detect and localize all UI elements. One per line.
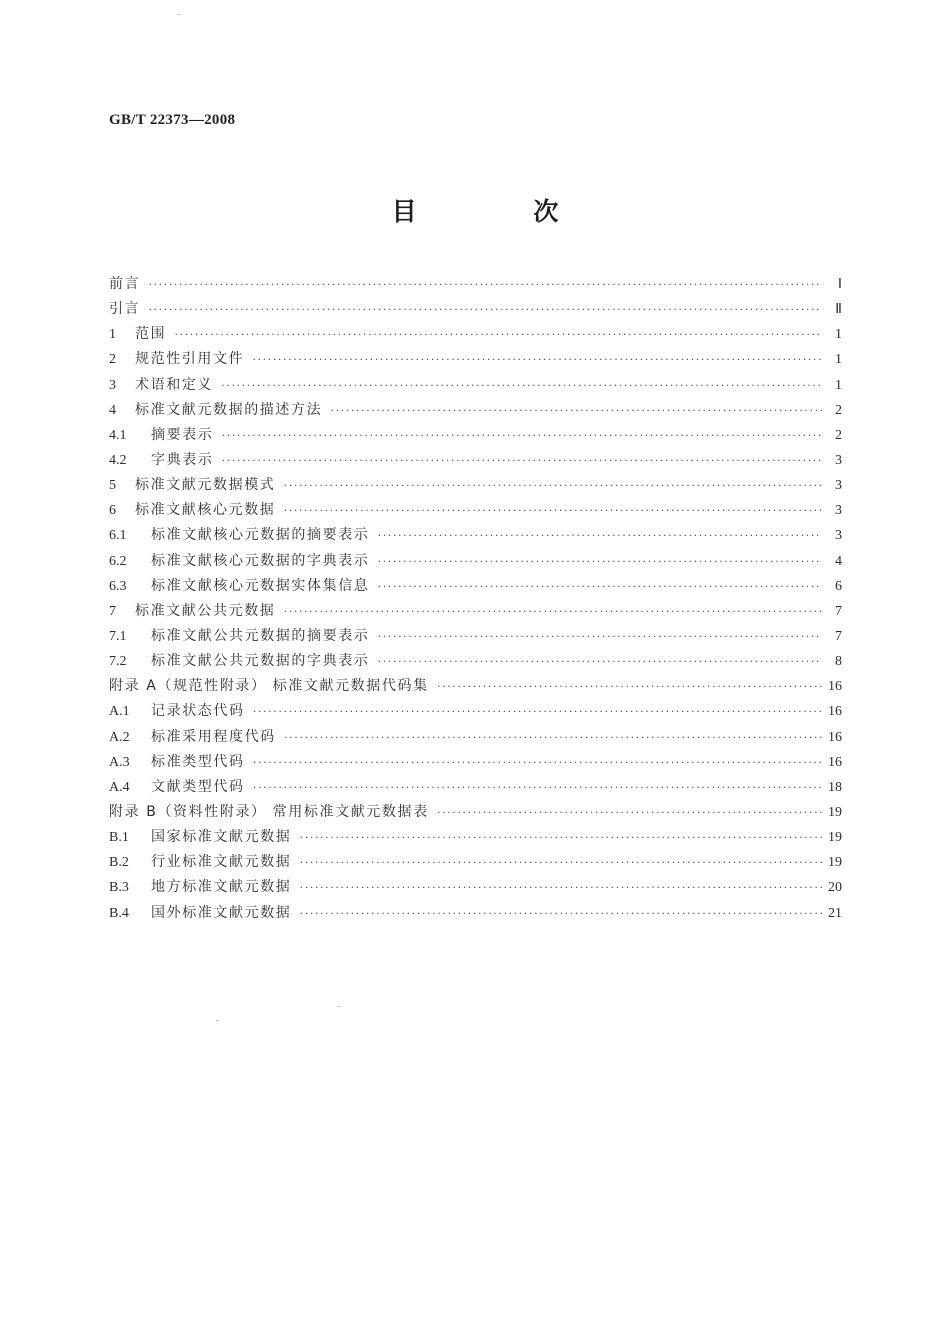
dot-leader: [377, 523, 822, 548]
toc-entry[interactable]: [109, 901, 842, 926]
toc-entry-page: Ⅰ: [837, 277, 842, 292]
toc-entry[interactable]: [109, 423, 842, 448]
dot-leader: [283, 498, 822, 523]
toc-entry-label: 标准采用程度代码: [151, 728, 276, 745]
toc-entry-page: Ⅱ: [835, 302, 842, 318]
dot-leader: [148, 297, 822, 322]
toc-entry-label: 标准文献公共元数据的摘要表示: [151, 627, 370, 644]
toc-entry[interactable]: [109, 725, 842, 750]
toc-entry-number: A.1: [109, 704, 130, 720]
toc-entry[interactable]: [109, 523, 842, 548]
scan-speck: [216, 1020, 218, 1021]
toc-entry[interactable]: [109, 800, 842, 825]
toc-entry-number: 6.3: [109, 578, 127, 594]
toc-entry-number: A.4: [109, 779, 130, 795]
toc-entry[interactable]: [109, 398, 842, 423]
toc-entry-number: 6.1: [109, 528, 127, 544]
toc-entry-number: 7.2: [109, 654, 127, 670]
toc-entry-label: 摘要表示: [151, 426, 214, 443]
toc-entry[interactable]: [109, 850, 842, 875]
toc-entry-number: B.3: [109, 880, 129, 896]
toc-entry-page: 1: [835, 377, 842, 393]
dot-leader: [253, 775, 822, 800]
toc-entry-number: 2: [109, 352, 116, 368]
dot-leader: [299, 875, 822, 900]
toc-entry-page: 2: [835, 402, 842, 418]
dot-leader: [221, 373, 822, 398]
dot-leader: [437, 800, 822, 825]
dot-leader: [299, 850, 822, 875]
dot-leader: [252, 347, 822, 372]
toc-entry-page: 16: [828, 729, 842, 745]
toc-entry-page: 19: [828, 855, 842, 871]
toc-entry-label: 国家标准文献元数据: [151, 829, 292, 846]
toc-entry-page: 3: [835, 478, 842, 494]
toc-entry-page: 2: [835, 427, 842, 443]
toc-entry-page: 6: [835, 578, 842, 594]
table-of-contents: [109, 272, 842, 926]
toc-entry-number: 6.2: [109, 553, 127, 569]
toc-entry[interactable]: [109, 322, 842, 347]
toc-entry-page: 3: [835, 503, 842, 519]
toc-entry[interactable]: [109, 775, 842, 800]
toc-entry-page: 7: [835, 628, 842, 644]
toc-entry-label: 字典表示: [151, 451, 214, 468]
toc-entry[interactable]: [109, 699, 842, 724]
toc-entry-page: 16: [828, 754, 842, 770]
toc-entry[interactable]: [109, 473, 842, 498]
dot-leader: [377, 624, 822, 649]
toc-entry-page: 19: [828, 830, 842, 846]
toc-entry-label: 地方标准文献元数据: [151, 879, 292, 896]
toc-entry-label: 标准文献核心元数据的字典表示: [151, 552, 370, 569]
toc-entry-number: B.1: [109, 830, 129, 846]
toc-entry-label: 标准文献核心元数据的摘要表示: [151, 527, 370, 544]
toc-entry-number: B.2: [109, 855, 129, 871]
dot-leader: [283, 599, 822, 624]
toc-entry-number: 6: [109, 503, 116, 519]
dot-leader: [174, 322, 822, 347]
dot-leader: [148, 272, 822, 297]
toc-entry-label: 行业标准文献元数据: [151, 854, 292, 871]
toc-entry-page: 1: [835, 327, 842, 343]
toc-entry[interactable]: [109, 297, 842, 322]
toc-entry-number: 5: [109, 478, 116, 494]
toc-entry[interactable]: [109, 498, 842, 523]
toc-entry-page: 3: [835, 528, 842, 544]
toc-entry[interactable]: [109, 448, 842, 473]
toc-entry-number: 3: [109, 377, 116, 393]
toc-entry[interactable]: [109, 574, 842, 599]
toc-entry-number: 7: [109, 603, 116, 619]
toc-entry-page: 1: [835, 352, 842, 368]
scan-speck: [178, 14, 180, 15]
toc-entry-number: 4: [109, 402, 116, 418]
toc-entry-number: 4.1: [109, 427, 127, 443]
toc-entry[interactable]: [109, 549, 842, 574]
toc-entry-label: 标准类型代码: [151, 753, 245, 770]
dot-leader: [299, 825, 822, 850]
toc-entry-label: 附录 A（规范性附录） 标准文献元数据代码集: [109, 678, 429, 695]
toc-entry-label: 记录状态代码: [151, 703, 245, 720]
toc-entry[interactable]: [109, 825, 842, 850]
dot-leader: [437, 674, 822, 699]
toc-entry-label: 标准文献核心元数据: [135, 502, 276, 519]
toc-entry-page: 19: [828, 804, 842, 820]
dot-leader: [221, 423, 822, 448]
page-title: 目 次: [391, 197, 613, 226]
dot-leader: [221, 448, 822, 473]
toc-entry-label: 文献类型代码: [151, 778, 245, 795]
dot-leader: [253, 699, 822, 724]
toc-entry[interactable]: [109, 624, 842, 649]
toc-entry-label: 标准文献公共元数据的字典表示: [151, 653, 370, 670]
dot-leader: [377, 549, 822, 574]
toc-entry[interactable]: [109, 750, 842, 775]
toc-entry[interactable]: [109, 347, 842, 372]
toc-entry-label: 国外标准文献元数据: [151, 904, 292, 921]
toc-entry[interactable]: [109, 674, 842, 699]
toc-entry-page: 8: [835, 654, 842, 670]
toc-entry-label: 标准文献公共元数据: [135, 602, 276, 619]
toc-entry-page: 20: [828, 880, 842, 896]
toc-entry-number: B.4: [109, 905, 129, 921]
toc-entry-label: 范围: [135, 326, 167, 343]
dot-leader: [377, 649, 822, 674]
dot-leader: [283, 473, 822, 498]
dot-leader: [299, 901, 822, 926]
toc-entry[interactable]: [109, 272, 842, 297]
dot-leader: [253, 750, 822, 775]
toc-entry-page: 18: [828, 779, 842, 795]
toc-entry-page: 4: [835, 553, 842, 569]
toc-entry-label: 术语和定义: [135, 376, 213, 393]
toc-entry-page: 21: [828, 905, 842, 921]
toc-entry-label: 标准文献元数据模式: [135, 477, 276, 494]
toc-entry-label: 前言: [109, 276, 141, 292]
toc-entry-number: 7.1: [109, 628, 127, 644]
toc-entry-label: 标准文献元数据的描述方法: [135, 401, 323, 418]
standard-code: GB/T 22373—2008: [109, 112, 236, 128]
toc-entry-page: 7: [835, 603, 842, 619]
toc-entry-number: 4.2: [109, 452, 127, 468]
dot-leader: [284, 725, 822, 750]
toc-entry-number: A.2: [109, 729, 130, 745]
dot-leader: [330, 398, 822, 423]
toc-entry-label: 标准文献核心元数据实体集信息: [151, 577, 370, 594]
toc-entry[interactable]: [109, 875, 842, 900]
toc-entry-page: 16: [828, 679, 842, 695]
scan-speck: [338, 1006, 340, 1007]
toc-entry-label: 规范性引用文件: [135, 351, 245, 368]
toc-entry-page: 16: [828, 704, 842, 720]
toc-entry-label: 引言: [109, 301, 141, 318]
toc-entry-page: 3: [835, 452, 842, 468]
toc-entry-number: 1: [109, 327, 116, 343]
toc-entry[interactable]: [109, 649, 842, 674]
toc-entry[interactable]: [109, 599, 842, 624]
dot-leader: [377, 574, 822, 599]
toc-entry-label: 附录 B（资料性附录） 常用标准文献元数据表: [109, 803, 429, 820]
toc-entry[interactable]: [109, 373, 842, 398]
toc-entry-number: A.3: [109, 754, 130, 770]
